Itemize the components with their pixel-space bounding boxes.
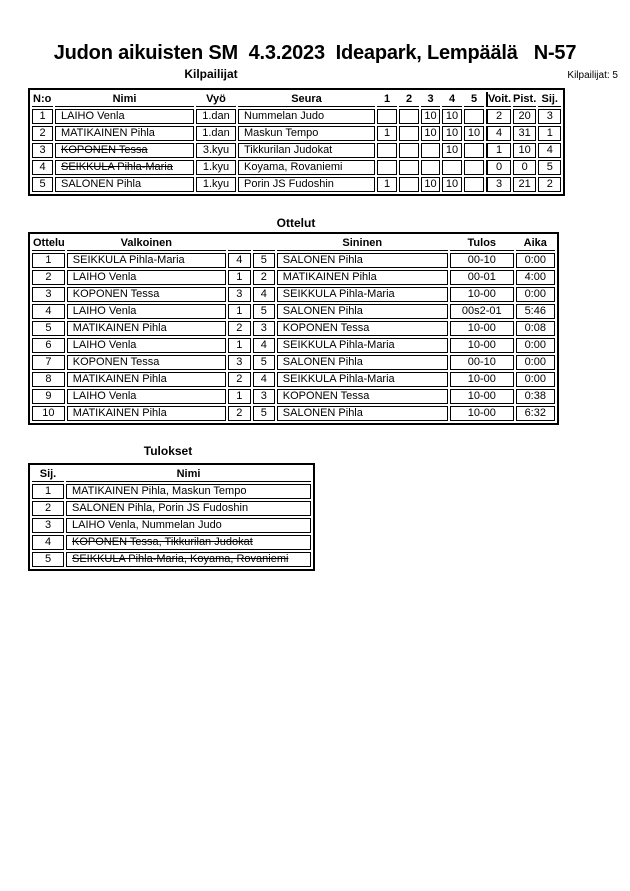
cell-voit: 3: [486, 177, 511, 192]
cell-aika: 0:00: [516, 287, 555, 302]
cell-blue-name: SEIKKULA Pihla-Maria: [277, 287, 448, 302]
cell-match-no: 7: [32, 355, 65, 370]
cell-score-5: 10: [464, 126, 484, 141]
cell-score-4: 10: [442, 143, 462, 158]
cell-match-no: 8: [32, 372, 65, 387]
col-header-pist: Pist.: [513, 92, 536, 107]
cell-white-name: KOPONEN Tessa: [67, 355, 226, 370]
cell-pist: 31: [513, 126, 536, 141]
cell-match-no: 5: [32, 321, 65, 336]
cell-tulos: 10-00: [450, 389, 514, 404]
col-header-4: 4: [442, 92, 462, 107]
cell-white-no: 3: [228, 287, 251, 302]
cell-score-4: 10: [442, 109, 462, 124]
cell-blue-name: SALONEN Pihla: [277, 253, 448, 268]
cell-score-2: [399, 160, 419, 175]
match-row: [32, 270, 555, 285]
col-header-seura: Seura: [238, 92, 375, 107]
cell-blue-name: SEIKKULA Pihla-Maria: [277, 338, 448, 353]
cell-score-1: [377, 143, 397, 158]
cell-sij: 3: [32, 518, 64, 533]
result-row: [32, 552, 311, 567]
cell-blue-no: 2: [253, 270, 275, 285]
cell-no: 5: [32, 177, 53, 192]
cell-voit: 2: [486, 109, 511, 124]
page-title: Judon aikuisten SM 4.3.2023 Ideapark, Lempäälä N-57: [53, 42, 577, 64]
cell-tulos: 00-01: [450, 270, 514, 285]
cell-blue-name: SALONEN Pihla: [277, 355, 448, 370]
cell-match-no: 1: [32, 253, 65, 268]
cell-seura: Maskun Tempo: [238, 126, 375, 141]
col-header-aika: Aika: [516, 236, 555, 251]
cell-pist: 0: [513, 160, 536, 175]
cell-sij: 2: [538, 177, 561, 192]
cell-score-5: [464, 177, 484, 192]
cell-score-3: 10: [421, 109, 440, 124]
cell-seura: Nummelan Judo: [238, 109, 375, 124]
col-header-2: 2: [399, 92, 419, 107]
cell-white-no: 4: [228, 253, 251, 268]
col-header-sininen: Sininen: [277, 236, 448, 251]
cell-score-5: [464, 160, 484, 175]
competitor-count-label: Kilpailijat: 5: [567, 70, 618, 81]
cell-nimi: MATIKAINEN Pihla, Maskun Tempo: [66, 484, 311, 499]
match-row: [32, 372, 555, 387]
cell-aika: 5:46: [516, 304, 555, 319]
competitor-row: [32, 177, 561, 192]
cell-white-name: LAIHO Venla: [67, 304, 226, 319]
cell-nimi: LAIHO Venla: [55, 109, 194, 124]
col-header-3: 3: [421, 92, 440, 107]
col-header-no: N:o: [32, 92, 53, 107]
cell-white-name: MATIKAINEN Pihla: [67, 406, 226, 421]
cell-white-no: 1: [228, 338, 251, 353]
cell-white-no: 2: [228, 406, 251, 421]
cell-score-4: 10: [442, 126, 462, 141]
cell-score-5: [464, 109, 484, 124]
cell-white-name: LAIHO Venla: [67, 270, 226, 285]
cell-blue-name: SALONEN Pihla: [277, 304, 448, 319]
cell-no: 3: [32, 143, 53, 158]
cell-score-2: [399, 143, 419, 158]
cell-match-no: 3: [32, 287, 65, 302]
cell-nimi: SALONEN Pihla: [55, 177, 194, 192]
cell-match-no: 9: [32, 389, 65, 404]
cell-aika: 0:00: [516, 338, 555, 353]
cell-white-no: 2: [228, 321, 251, 336]
section-title-kilpailijat: Kilpailijat: [184, 67, 238, 81]
col-header-nimi: Nimi: [66, 467, 311, 482]
cell-seura: Porin JS Fudoshin: [238, 177, 375, 192]
cell-aika: 0:38: [516, 389, 555, 404]
cell-pist: 21: [513, 177, 536, 192]
col-header-blue-no: [253, 236, 275, 251]
result-row: [32, 484, 311, 499]
cell-score-3: 10: [421, 177, 440, 192]
cell-sij: 2: [32, 501, 64, 516]
cell-white-name: LAIHO Venla: [67, 338, 226, 353]
col-header-valkoinen: Valkoinen: [67, 236, 226, 251]
cell-tulos: 00-10: [450, 355, 514, 370]
cell-no: 2: [32, 126, 53, 141]
cell-vyo: 1.kyu: [196, 160, 236, 175]
cell-aika: 0:08: [516, 321, 555, 336]
cell-score-2: [399, 126, 419, 141]
cell-score-2: [399, 109, 419, 124]
kilpailijat-table: [28, 88, 565, 196]
cell-score-3: [421, 143, 440, 158]
cell-aika: 0:00: [516, 372, 555, 387]
col-header-ottelu: Ottelu: [32, 236, 65, 251]
cell-tulos: 10-00: [450, 287, 514, 302]
col-header-sij: Sij.: [538, 92, 561, 107]
cell-sij: 1: [538, 126, 561, 141]
cell-score-3: [421, 160, 440, 175]
cell-white-name: MATIKAINEN Pihla: [67, 372, 226, 387]
cell-blue-name: KOPONEN Tessa: [277, 321, 448, 336]
cell-blue-no: 3: [253, 389, 275, 404]
cell-blue-no: 5: [253, 355, 275, 370]
cell-blue-no: 5: [253, 406, 275, 421]
match-row: [32, 338, 555, 353]
cell-voit: 1: [486, 143, 511, 158]
cell-aika: 0:00: [516, 355, 555, 370]
cell-blue-name: SEIKKULA Pihla-Maria: [277, 372, 448, 387]
cell-nimi: SEIKKULA Pihla-Maria: [55, 160, 194, 175]
cell-blue-name: SALONEN Pihla: [277, 406, 448, 421]
competitor-row: [32, 126, 561, 141]
cell-match-no: 10: [32, 406, 65, 421]
cell-vyo: 3.kyu: [196, 143, 236, 158]
cell-tulos: 10-00: [450, 338, 514, 353]
cell-no: 1: [32, 109, 53, 124]
cell-blue-no: 4: [253, 338, 275, 353]
match-row: [32, 304, 555, 319]
cell-white-name: MATIKAINEN Pihla: [67, 321, 226, 336]
match-row: [32, 406, 555, 421]
result-row: [32, 501, 311, 516]
cell-sij: 4: [32, 535, 64, 550]
match-row: [32, 389, 555, 404]
cell-blue-no: 4: [253, 372, 275, 387]
cell-nimi: SALONEN Pihla, Porin JS Fudoshin: [66, 501, 311, 516]
cell-sij: 5: [32, 552, 64, 567]
cell-blue-name: MATIKAINEN Pihla: [277, 270, 448, 285]
cell-aika: 4:00: [516, 270, 555, 285]
cell-match-no: 2: [32, 270, 65, 285]
cell-pist: 10: [513, 143, 536, 158]
cell-score-5: [464, 143, 484, 158]
cell-white-no: 1: [228, 304, 251, 319]
cell-blue-no: 3: [253, 321, 275, 336]
cell-tulos: 00-10: [450, 253, 514, 268]
cell-nimi: MATIKAINEN Pihla: [55, 126, 194, 141]
cell-voit: 4: [486, 126, 511, 141]
cell-tulos: 10-00: [450, 406, 514, 421]
cell-nimi: KOPONEN Tessa: [55, 143, 194, 158]
cell-white-no: 1: [228, 389, 251, 404]
col-header-white-no: [228, 236, 251, 251]
match-row: [32, 321, 555, 336]
col-header-1: 1: [377, 92, 397, 107]
cell-score-1: 1: [377, 177, 397, 192]
cell-score-2: [399, 177, 419, 192]
cell-white-name: SEIKKULA Pihla-Maria: [67, 253, 226, 268]
cell-score-4: [442, 160, 462, 175]
ottelut-table: [28, 232, 559, 425]
section-title-tulokset: Tulokset: [143, 444, 193, 458]
cell-match-no: 6: [32, 338, 65, 353]
result-row: [32, 535, 311, 550]
cell-nimi: SEIKKULA Pihla-Maria, Koyama, Rovaniemi: [66, 552, 311, 567]
cell-score-1: 1: [377, 126, 397, 141]
match-row: [32, 253, 555, 268]
col-header-nimi: Nimi: [55, 92, 194, 107]
cell-vyo: 1.dan: [196, 109, 236, 124]
tulokset-table: [28, 463, 315, 571]
cell-score-1: [377, 109, 397, 124]
tulokset-header-row: [32, 467, 311, 482]
cell-no: 4: [32, 160, 53, 175]
cell-blue-no: 4: [253, 287, 275, 302]
ottelut-header-row: [32, 236, 555, 251]
cell-sij: 1: [32, 484, 64, 499]
cell-match-no: 4: [32, 304, 65, 319]
col-header-tulos: Tulos: [450, 236, 514, 251]
col-header-voit: Voit.: [486, 92, 511, 107]
cell-white-no: 3: [228, 355, 251, 370]
cell-tulos: 00s2-01: [450, 304, 514, 319]
cell-blue-no: 5: [253, 253, 275, 268]
cell-sij: 3: [538, 109, 561, 124]
cell-white-no: 1: [228, 270, 251, 285]
cell-nimi: LAIHO Venla, Nummelan Judo: [66, 518, 311, 533]
competitor-row: [32, 160, 561, 175]
cell-nimi: KOPONEN Tessa, Tikkurilan Judokat: [66, 535, 311, 550]
cell-blue-name: KOPONEN Tessa: [277, 389, 448, 404]
cell-voit: 0: [486, 160, 511, 175]
col-header-5: 5: [464, 92, 484, 107]
cell-vyo: 1.dan: [196, 126, 236, 141]
cell-score-3: 10: [421, 126, 440, 141]
cell-pist: 20: [513, 109, 536, 124]
cell-score-1: [377, 160, 397, 175]
competitor-row: [32, 143, 561, 158]
cell-vyo: 1.kyu: [196, 177, 236, 192]
section-title-ottelut: Ottelut: [276, 216, 316, 230]
cell-tulos: 10-00: [450, 321, 514, 336]
cell-score-4: 10: [442, 177, 462, 192]
cell-seura: Tikkurilan Judokat: [238, 143, 375, 158]
cell-sij: 5: [538, 160, 561, 175]
match-row: [32, 355, 555, 370]
col-header-sij: Sij.: [32, 467, 64, 482]
cell-aika: 0:00: [516, 253, 555, 268]
cell-white-no: 2: [228, 372, 251, 387]
cell-sij: 4: [538, 143, 561, 158]
match-row: [32, 287, 555, 302]
cell-white-name: LAIHO Venla: [67, 389, 226, 404]
cell-aika: 6:32: [516, 406, 555, 421]
cell-tulos: 10-00: [450, 372, 514, 387]
cell-white-name: KOPONEN Tessa: [67, 287, 226, 302]
cell-seura: Koyama, Rovaniemi: [238, 160, 375, 175]
col-header-vyo: Vyö: [196, 92, 236, 107]
result-row: [32, 518, 311, 533]
competitor-row: [32, 109, 561, 124]
cell-blue-no: 5: [253, 304, 275, 319]
kilpailijat-header-row: [32, 92, 561, 107]
